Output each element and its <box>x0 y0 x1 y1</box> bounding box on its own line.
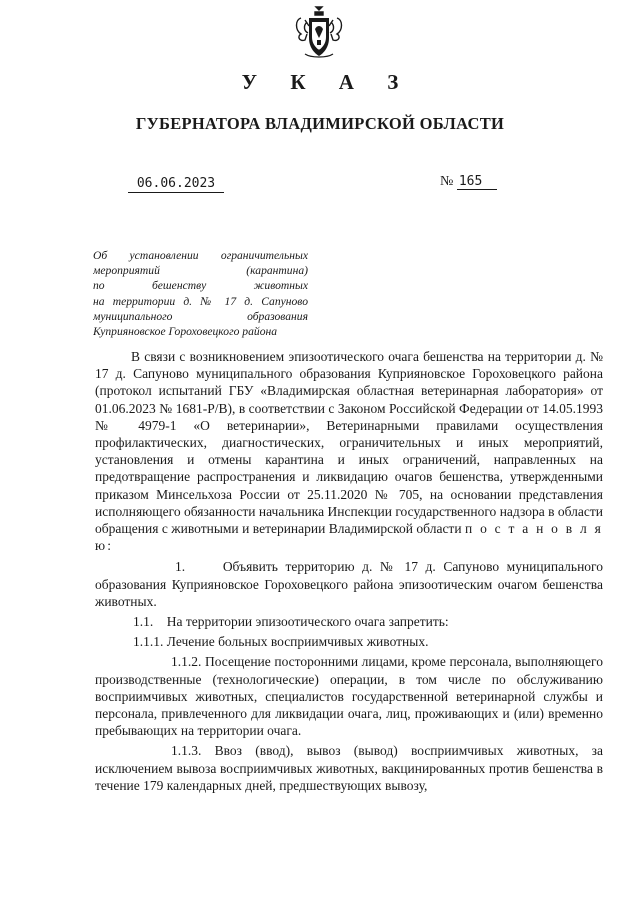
subject-line: мероприятий (карантина) <box>93 264 308 278</box>
document-date: 06.06.2023 <box>128 176 224 193</box>
decree-subject <box>93 248 308 339</box>
decree-body <box>95 348 603 794</box>
document-number: 165 <box>457 174 497 190</box>
document-issuer: ГУБЕРНАТОРА ВЛАДИМИРСКОЙ ОБЛАСТИ <box>135 114 505 133</box>
clause-number: 1.1. <box>133 614 154 630</box>
preamble-text: В связи с возникновением эпизоотического очага бешенства на территории д. № 17 д. Сапуново муниципального образования Куприяновское Гороховецкого района (протокол испытаний ГБУ «Владимирская областная ветеринарная лаборатория» от 01.06.2023 № 1681-Р/В), в соответствии с Законом Российской Федерации от 14.05.1993 № 4979-1 «О ветеринарии», Ветеринарными правилами осуществления профилактических, диагностических, ограничительных и иных мероприятий, установления и отмены карантина и иных ограничений, направленных на предотвращение распространения и ликвидацию очагов бешенства, утвержденными приказом Минсельхоза России от 25.11.2020 № 705, на основании представления исполняющего обязанности начальника Инспекции государственного надзора в области обращения с животными и ветеринарии Владимирской области <box>95 349 603 537</box>
document-number-block <box>440 174 498 190</box>
clause-1-1-1 <box>95 633 603 650</box>
clause-text: Посещение посторонними лицами, кроме персонала, выполняющего производственные (технологические) операции, в том числе по обслуживанию восприимчивых животных, специалистов государственной ветеринарной службы и персонала, привлеченного для ликвидации очага, лиц, проживающих и (или) временно пребывающих на территории очага. <box>95 654 603 739</box>
subject-line: Куприяновское Гороховецкого района <box>93 325 278 339</box>
coat-of-arms-emblem-icon <box>293 4 345 62</box>
subject-line: Об установлении ограничительных <box>93 249 308 262</box>
preamble-paragraph <box>95 348 603 554</box>
clause-number: 1. <box>175 559 186 575</box>
clause-text: Лечение больных восприимчивых животных. <box>166 634 429 650</box>
decree-word: п о с т а н о в л я ю: <box>95 521 603 554</box>
clause-number: 1.1.2. <box>171 654 202 670</box>
clause-number: 1.1.3. <box>171 743 202 759</box>
subject-line: на территории д. № 17 д. Сапуново <box>93 294 308 308</box>
clause-number: 1.1.1. <box>133 634 164 650</box>
subject-line: муниципального образования <box>93 309 308 323</box>
document-title: У К А З <box>241 70 413 94</box>
clause-1 <box>95 558 603 610</box>
clause-1-1-2 <box>95 653 603 739</box>
number-sign: № <box>440 174 454 189</box>
subject-line: по бешенству животных <box>93 279 308 293</box>
clause-1-1 <box>95 613 603 630</box>
clause-text: Ввоз (ввод), вывоз (вывод) восприимчивых животных, за исключением вывоза восприимчивых животных, вакцинированных против бешенства в течение 179 календарных дней, предшествующих вывозу, <box>95 743 604 793</box>
clause-1-1-3 <box>95 742 603 794</box>
clause-text: Объявить территорию д. № 17 д. Сапуново муниципального образования Куприяновское Гороховецкого района эпизоотическим очагом бешенства животных. <box>95 559 604 609</box>
clause-text: На территории эпизоотического очага запретить: <box>166 614 449 630</box>
